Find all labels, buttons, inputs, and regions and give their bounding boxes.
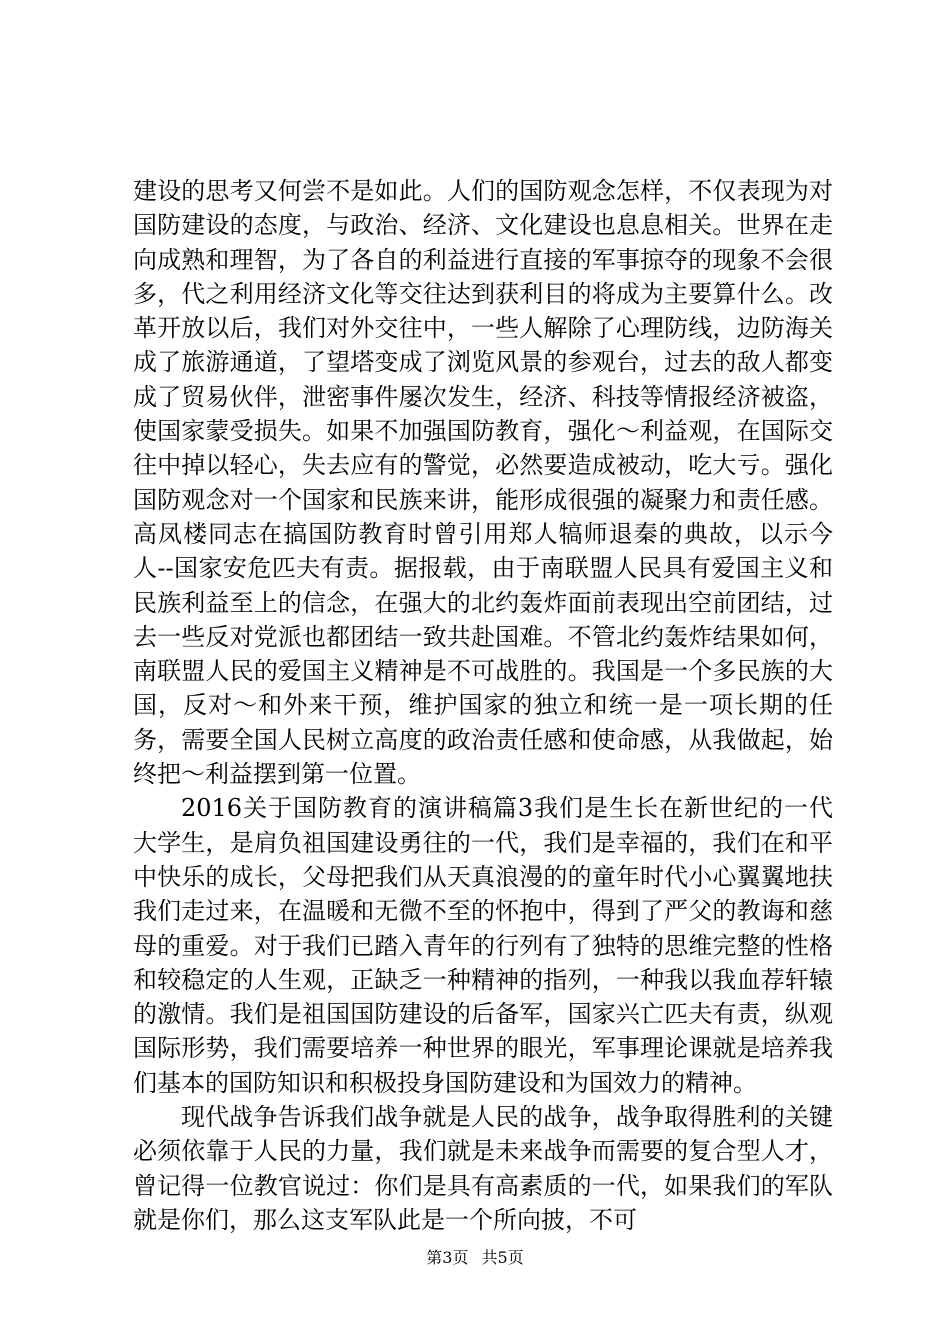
document-body [133, 174, 833, 1237]
paragraph-modern-war: 现代战争告诉我们战争就是人民的战争，战争取得胜利的关键必须依靠于人民的力量，我们就是未来战争而需要的复合型人才，曾记得一位教官说过：你们是具有高素质的一代，如果我们的军队就是你们，那么这支军队此是一个所向披，不可 [133, 1103, 833, 1234]
paragraph-continued: 建设的思考又何尝不是如此。人们的国防观念怎样，不仅表现为对国防建设的态度，与政治、经济、文化建设也息息相关。世界在走向成熟和理智，为了各自的利益进行直接的军事掠夺的现象不会很多，代之利用经济文化等交往达到获利目的将成为主要算什么。改革开放以后，我们对外交往中，一些人解除了心理防线，边防海关成了旅游通道，了望塔变成了浏览风景的参观台，过去的敌人都变成了贸易伙伴，泄密事件屡次发生，经济、科技等情报经济被盗，使国家蒙受损失。如果不加强国防教育，强化～利益观，在国际交往中掉以轻心，失去应有的警觉，必然要造成被动，吃大亏。强化国防观念对一个国家和民族来讲，能形成很强的凝聚力和责任感。高凤楼同志在搞国防教育时曾引用郑人犒师退秦的典故，以示今人--国家安危匹夫有责。据报载，由于南联盟人民具有爱国主义和民族利益至上的信念，在强大的北约轰炸面前表现出空前团结，过去一些反对党派也都团结一致共赴国难。不管北约轰炸结果如何，南联盟人民的爱国主义精神是不可战胜的。我国是一个多民族的大国，反对～和外来干预，维护国家的独立和统一是一项长期的任务，需要全国人民树立高度的政治责任感和使命感，从我做起，始终把～利益摆到第一位置。 [133, 177, 833, 789]
page-total: 共5页 [481, 1248, 524, 1267]
page-footer [0, 1245, 950, 1268]
page-number: 第3页 [426, 1248, 469, 1267]
paragraph-speech-3: 2016关于国防教育的演讲稿篇3我们是生长在新世纪的一代大学生，是肩负祖国建设勇往的一代，我们是幸福的，我们在和平中快乐的成长，父母把我们从天真浪漫的的童年时代小心翼翼地扶我们走过来，在温暖和无微不至的怀抱中，得到了严父的教诲和慈母的重爱。对于我们已踏入青年的行列有了独特的思维完整的性格和较稳定的人生观，正缺乏一种精神的指列，一种我以我血荐轩辕的激情。我们是祖国国防建设的后备军，国家兴亡匹夫有责，纵观国际形势，我们需要培养一种世界的眼光，军事理论课就是培养我们基本的国防知识和积极投身国防建设和为国效力的精神。 [133, 794, 833, 1097]
